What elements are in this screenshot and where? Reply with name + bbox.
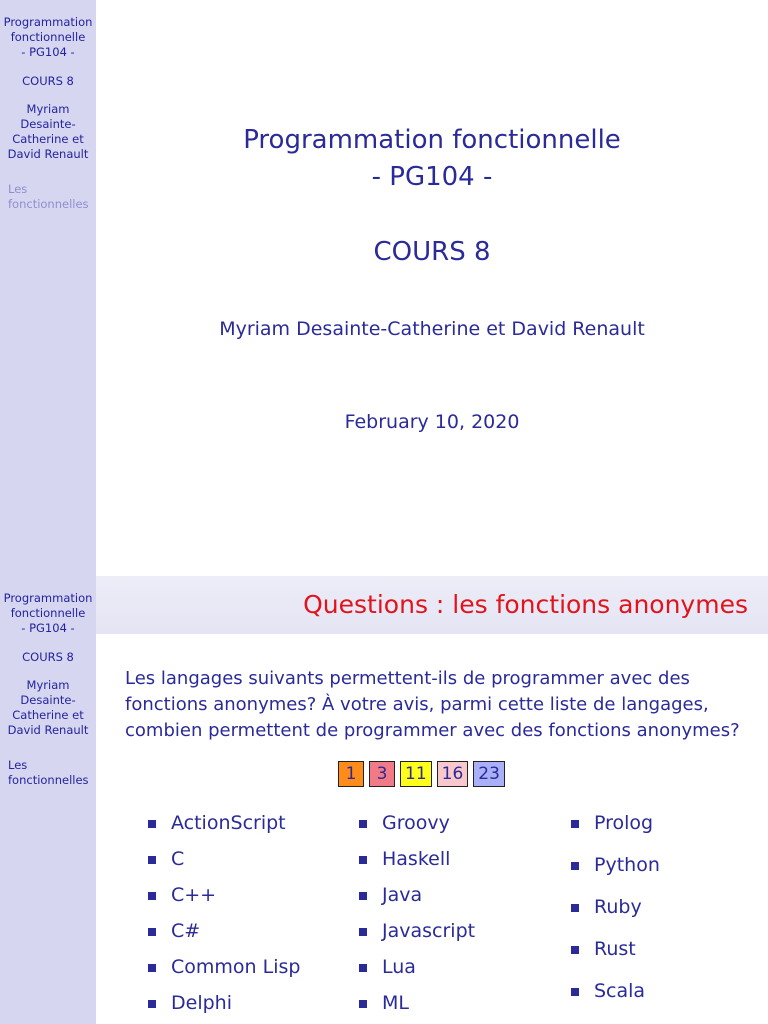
sidebar-title-line: fonctionnelle [10,30,86,44]
sidebar-title-line: Programmation [3,591,93,605]
language-column-1 [148,810,300,1024]
bullet-icon [571,862,579,870]
title-line: Programmation fonctionnelle [243,125,621,155]
date: February 10, 2020 [344,411,520,433]
list-item [359,810,475,846]
language-label: Python [594,854,660,876]
questions-slide [0,576,768,1024]
sidebar [0,576,96,1024]
language-label: Scala [594,980,646,1002]
question-line: fonctions anonymes? À votre avis, parmi cette liste de langages, [125,694,709,715]
language-label: Haskell [382,848,451,870]
sidebar-title[interactable] [2,15,94,60]
sidebar-cours[interactable]: COURS 8 [22,74,74,88]
language-label: Common Lisp [171,956,301,978]
list-item [571,936,660,978]
answer-option-1[interactable]: 1 [338,761,364,787]
list-item [359,882,475,918]
question-text [125,666,755,744]
sidebar-author-line: Myriam [26,102,70,116]
cours-label: COURS 8 [373,237,491,267]
language-label: Java [382,884,423,906]
answer-option-16[interactable]: 16 [437,761,469,787]
bullet-icon [148,964,156,972]
language-label: C++ [171,884,217,906]
bullet-icon [148,928,156,936]
list-item [571,810,660,852]
language-label: C# [171,920,201,942]
list-item [571,894,660,936]
sidebar-author-line: Catherine et [12,708,84,722]
list-item [148,954,300,990]
answer-option-11[interactable]: 11 [400,761,432,787]
list-item [359,846,475,882]
presentation-title [96,122,768,196]
bullet-icon [148,856,156,864]
title-line: - PG104 - [371,162,493,192]
list-item [148,882,300,918]
sidebar-title-line: - PG104 - [21,621,75,635]
list-item [359,990,475,1024]
bullet-icon [148,892,156,900]
list-item [571,978,660,1020]
language-label: Prolog [594,812,654,834]
language-column-3 [571,810,660,1020]
authors: Myriam Desainte-Catherine et David Renault [219,318,645,340]
bullet-icon [571,820,579,828]
bullet-icon [359,1000,367,1008]
language-label: ML [382,992,409,1014]
sidebar-author-line: Desainte- [20,117,76,131]
bullet-icon [571,988,579,996]
language-label: Ruby [594,896,642,918]
list-item [571,852,660,894]
language-label: Delphi [171,992,232,1014]
language-label: Rust [594,938,636,960]
sidebar-section-line: Les [8,182,28,196]
question-line: combien permettent de programmer avec des fonctions anonymes? [125,720,740,741]
bullet-icon [148,820,156,828]
sidebar-author-line: Catherine et [12,132,84,146]
answer-options [338,761,505,787]
bullet-icon [359,856,367,864]
sidebar-section-les-fonctionnelles[interactable] [2,182,94,212]
bullet-icon [359,964,367,972]
sidebar-authors[interactable] [2,678,94,738]
frame-title: Questions : les fonctions anonymes [303,590,748,619]
list-item [359,918,475,954]
bullet-icon [359,892,367,900]
list-item [148,990,300,1024]
list-item [148,918,300,954]
language-label: C [171,848,185,870]
question-line: Les langages suivants permettent-ils de programmer avec des [125,668,690,689]
language-label: ActionScript [171,812,286,834]
sidebar-section-line: fonctionnelles [8,773,89,787]
language-label: Javascript [382,920,476,942]
sidebar-cours[interactable]: COURS 8 [22,650,74,664]
sidebar [0,0,96,576]
sidebar-section-line: fonctionnelles [8,197,89,211]
answer-option-23[interactable]: 23 [473,761,505,787]
answer-option-3[interactable]: 3 [369,761,395,787]
language-column-2 [359,810,475,1024]
sidebar-section-line: Les [8,758,28,772]
sidebar-authors[interactable] [2,102,94,162]
list-item [359,954,475,990]
list-item [148,810,300,846]
sidebar-title-line: Programmation [3,15,93,29]
frame-title-bar [96,576,768,634]
sidebar-title[interactable] [2,591,94,636]
sidebar-author-line: Myriam [26,678,70,692]
sidebar-author-line: Desainte- [20,693,76,707]
bullet-icon [571,904,579,912]
bullet-icon [571,946,579,954]
bullet-icon [148,1000,156,1008]
sidebar-author-line: David Renault [7,147,89,161]
sidebar-title-line: - PG104 - [21,45,75,59]
sidebar-author-line: David Renault [7,723,89,737]
bullet-icon [359,820,367,828]
sidebar-section-les-fonctionnelles[interactable] [2,758,94,788]
sidebar-title-line: fonctionnelle [10,606,86,620]
language-label: Groovy [382,812,450,834]
language-label: Lua [382,956,416,978]
list-item [148,846,300,882]
bullet-icon [359,928,367,936]
